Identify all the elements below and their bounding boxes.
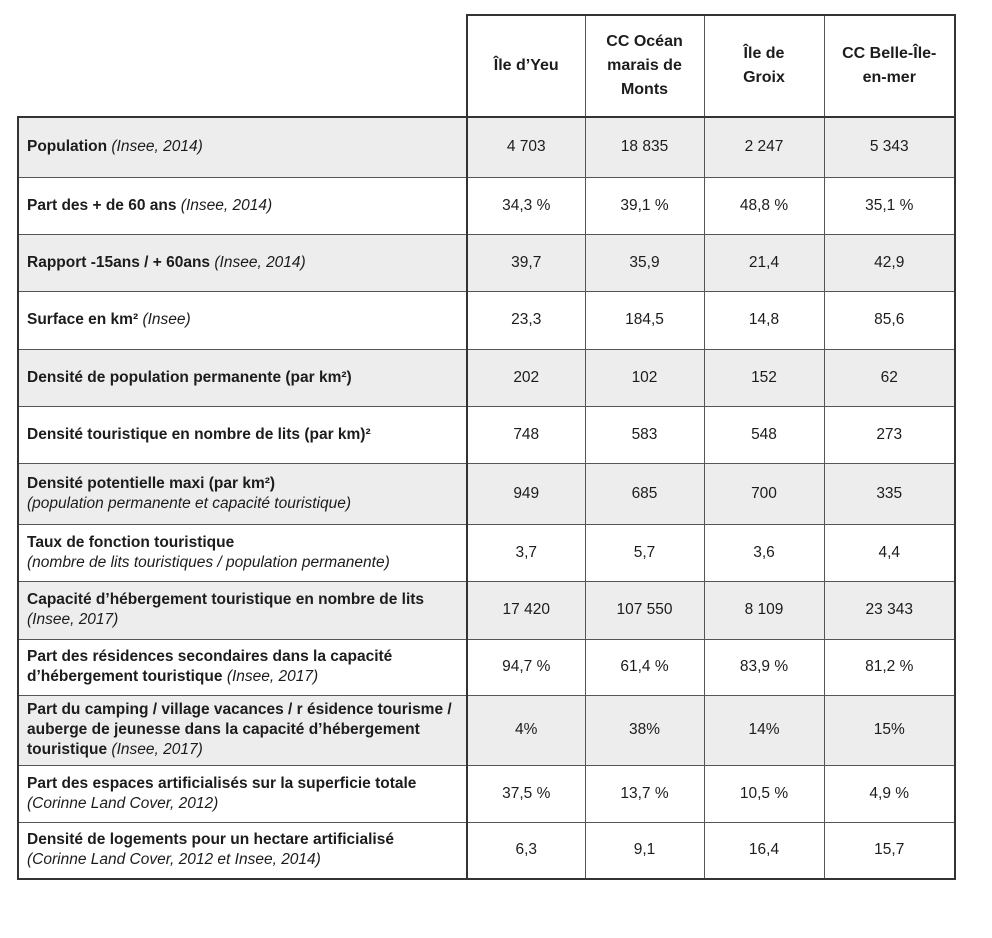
table-row <box>18 581 955 639</box>
row-label <box>18 581 467 639</box>
table-row <box>18 695 955 765</box>
row-label-source: (Insee, 2014) <box>180 196 273 214</box>
table-cell-value: 4% <box>467 695 585 765</box>
table-cell-value: 3,7 <box>467 524 585 581</box>
table-row <box>18 524 955 581</box>
table-cell-value: 13,7 % <box>585 765 704 822</box>
row-label-note: (Corinne Land Cover, 2012) <box>27 794 219 812</box>
table-cell-value: 5 343 <box>824 117 955 177</box>
row-label-source: (Insee, 2014) <box>111 138 203 156</box>
table-row <box>18 234 955 291</box>
table-cell-value: 23,3 <box>467 291 585 349</box>
table-cell-value: 273 <box>824 406 955 463</box>
row-label-main: Capacité d’hébergement touristique en nombre de lits <box>27 591 425 608</box>
table-cell-value: 83,9 % <box>704 639 824 695</box>
table-cell-value: 107 550 <box>585 581 704 639</box>
row-label-main: Part des résidences secondaires dans la capacité d’hébergement touristique <box>27 648 393 685</box>
table-cell-value: 62 <box>824 349 955 406</box>
header-line: marais de <box>607 57 682 74</box>
table-cell-value: 8 109 <box>704 581 824 639</box>
row-label <box>18 406 467 463</box>
row-label-main: Part des + de 60 ans <box>27 196 177 214</box>
table-cell-value: 949 <box>467 463 585 524</box>
table-row <box>18 406 955 463</box>
row-label-note: (Corinne Land Cover, 2012 et Insee, 2014) <box>27 851 321 869</box>
table-cell-value: 10,5 % <box>704 765 824 822</box>
row-label-source: (Insee, 2017) <box>111 741 203 758</box>
statistics-table <box>17 14 956 880</box>
column-header-cc-ocean-marais-de-monts <box>585 15 704 117</box>
table-cell-value: 42,9 <box>824 234 955 291</box>
table-cell-value: 15% <box>824 695 955 765</box>
table-cell-value: 9,1 <box>585 822 704 879</box>
row-label <box>18 765 467 822</box>
table-cell-value: 2 247 <box>704 117 824 177</box>
table-cell-value: 335 <box>824 463 955 524</box>
header-line: Île de <box>743 45 785 62</box>
header-row <box>18 15 955 117</box>
table-cell-value: 14,8 <box>704 291 824 349</box>
row-label-source: (Insee, 2017) <box>226 668 319 685</box>
row-label <box>18 463 467 524</box>
row-label-main: Densité de population permanente (par km²) <box>27 368 352 386</box>
table-cell-value: 184,5 <box>585 291 704 349</box>
row-label-source: (Insee, 2014) <box>214 253 306 271</box>
row-label-main: Densité de logements pour un hectare artificialisé <box>27 831 394 849</box>
table-cell-value: 35,9 <box>585 234 704 291</box>
row-label-main: Surface en km² <box>27 311 139 328</box>
table-cell-value: 38% <box>585 695 704 765</box>
row-label-main: Part des espaces artificialisés sur la superficie totale <box>27 774 417 792</box>
header-corner <box>18 15 467 117</box>
row-label <box>18 695 467 765</box>
row-label-main: Population <box>27 138 108 156</box>
column-header-ile-d-yeu <box>467 15 585 117</box>
row-label-source: (Insee, 2017) <box>27 611 119 628</box>
header-line: CC Belle-Île- <box>842 45 937 62</box>
table-cell-value: 85,6 <box>824 291 955 349</box>
table-row <box>18 177 955 234</box>
table-cell-value: 4 703 <box>467 117 585 177</box>
column-header-cc-belle-ile-en-mer <box>824 15 955 117</box>
table-cell-value: 37,5 % <box>467 765 585 822</box>
row-label-main: Densité potentielle maxi (par km²) <box>27 474 276 492</box>
table-cell-value: 14% <box>704 695 824 765</box>
header-line: CC Océan <box>606 33 683 50</box>
table-row <box>18 117 955 177</box>
row-label <box>18 291 467 349</box>
table-cell-value: 4,9 % <box>824 765 955 822</box>
row-label <box>18 524 467 581</box>
table-cell-value: 81,2 % <box>824 639 955 695</box>
row-label <box>18 234 467 291</box>
row-label-main: Part du camping / village vacances / r ésidence tourisme / auberge de jeunesse dans la capacité d’hébergement touristique <box>27 701 452 758</box>
table-cell-value: 152 <box>704 349 824 406</box>
table-row <box>18 463 955 524</box>
table-cell-value: 5,7 <box>585 524 704 581</box>
table-cell-value: 700 <box>704 463 824 524</box>
header-line: en-mer <box>862 69 916 86</box>
table-cell-value: 15,7 <box>824 822 955 879</box>
table-cell-value: 34,3 % <box>467 177 585 234</box>
header-line: Monts <box>620 81 669 98</box>
table-cell-value: 61,4 % <box>585 639 704 695</box>
row-label <box>18 349 467 406</box>
row-label <box>18 177 467 234</box>
table-row <box>18 822 955 879</box>
row-label <box>18 117 467 177</box>
row-label-main: Densité touristique en nombre de lits (par km)² <box>27 425 371 443</box>
row-label <box>18 822 467 879</box>
table-cell-value: 548 <box>704 406 824 463</box>
header-line: Groix <box>743 69 785 86</box>
table-cell-value: 21,4 <box>704 234 824 291</box>
row-label-main: Taux de fonction touristique <box>27 533 235 551</box>
table-cell-value: 16,4 <box>704 822 824 879</box>
row-label-main: Rapport -15ans / + 60ans <box>27 253 211 271</box>
header-line: Île d’Yeu <box>493 57 559 74</box>
table-row <box>18 765 955 822</box>
column-header-ile-de-groix <box>704 15 824 117</box>
table-cell-value: 48,8 % <box>704 177 824 234</box>
table-cell-value: 39,1 % <box>585 177 704 234</box>
row-label-note: (nombre de lits touristiques / population permanente) <box>27 553 390 571</box>
table-cell-value: 18 835 <box>585 117 704 177</box>
table-cell-value: 202 <box>467 349 585 406</box>
row-label <box>18 639 467 695</box>
table-body <box>18 117 955 879</box>
table-cell-value: 94,7 % <box>467 639 585 695</box>
table-row <box>18 639 955 695</box>
table-cell-value: 748 <box>467 406 585 463</box>
table-cell-value: 583 <box>585 406 704 463</box>
table-row <box>18 349 955 406</box>
row-label-source: (Insee) <box>142 311 191 328</box>
table-cell-value: 39,7 <box>467 234 585 291</box>
table-cell-value: 4,4 <box>824 524 955 581</box>
table-cell-value: 6,3 <box>467 822 585 879</box>
table-row <box>18 291 955 349</box>
table-cell-value: 3,6 <box>704 524 824 581</box>
table-cell-value: 102 <box>585 349 704 406</box>
table-cell-value: 685 <box>585 463 704 524</box>
row-label-note: (population permanente et capacité touristique) <box>27 494 351 512</box>
table-cell-value: 23 343 <box>824 581 955 639</box>
table-cell-value: 17 420 <box>467 581 585 639</box>
table-cell-value: 35,1 % <box>824 177 955 234</box>
